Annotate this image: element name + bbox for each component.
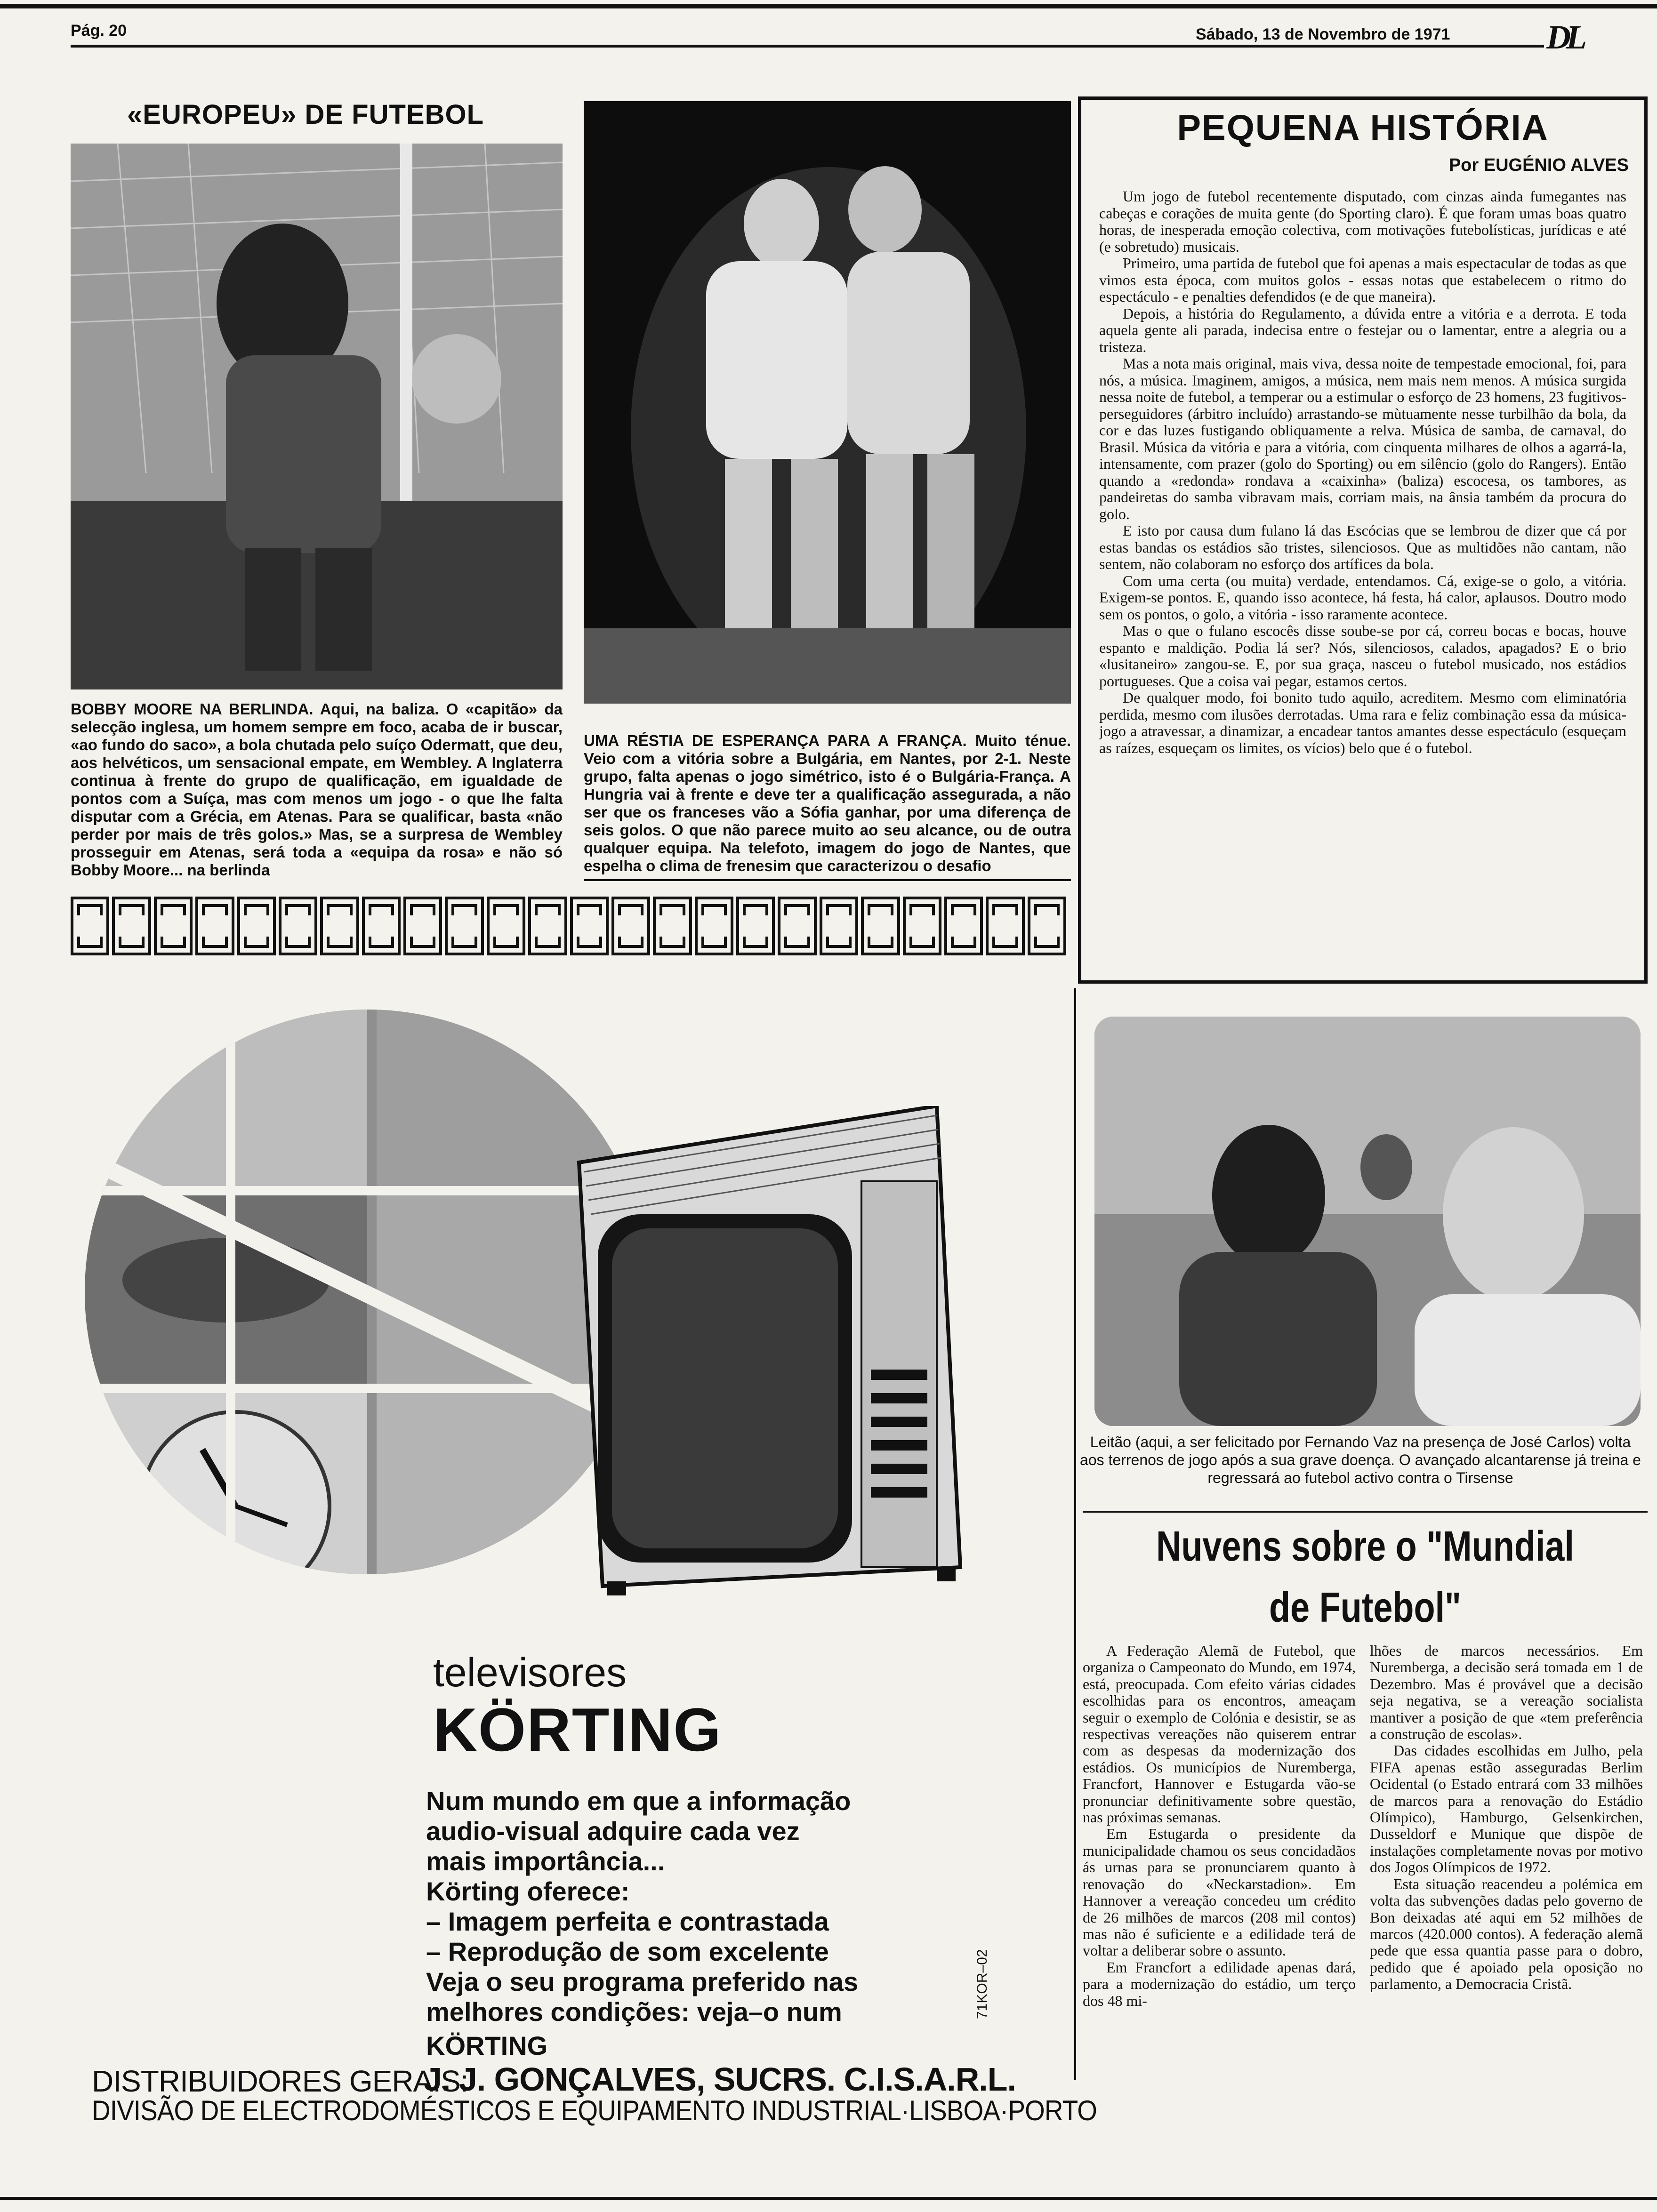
mundial-title-line2: de Futebol" — [1269, 1584, 1462, 1631]
historia-byline: Por EUGÉNIO ALVES — [1448, 155, 1629, 175]
europeu-bottom-rule — [584, 879, 1071, 881]
match-scene-illustration — [584, 101, 1071, 704]
ad-line: mais importância... — [426, 1846, 665, 1876]
mundial-col2 — [1370, 1643, 1643, 1993]
ad-line: KÖRTING — [426, 2031, 548, 2060]
mundial-paragraph: Em Francfort a edilidade apenas dará, para a modernização do estádio, um terço dos 48 mi- — [1083, 1958, 1356, 2009]
issue-date: Sábado, 13 de Novembro de 1971 — [1196, 25, 1450, 43]
historia-paragraph: Depois, a história do Regulamento, a dúvida entre a vitória e a derrota. E toda aquela gente ali parada, indecisa entre o festejar ou o lamentar, entre a alegria ou a tristeza. — [1099, 305, 1626, 355]
celebration-scene-illustration — [1094, 1017, 1641, 1426]
header-rule — [71, 45, 1544, 48]
mundial-title-line1: Nuvens sobre o "Mundial — [1156, 1523, 1574, 1570]
leitao-bottom-rule — [1083, 1511, 1648, 1513]
mundial-paragraph: Esta situação reacendeu a polémica em volta das subvenções dadas pelo governo de Bon deixadas até aqui em 52 milhões de marcos (420.000 contos). A federação alemã pede que essa quantia passe para o dobro, pedido que é apoiado pela oposição no parlamento, a Democracia Cristã. — [1370, 1875, 1643, 1993]
france-caption: UMA RÉSTIA DE ESPERANÇA PARA A FRANÇA. Muito ténue. Veio com a vitória sobre a Bulgária, em Nantes, por 2-1. Neste grupo, falta apenas o jogo simétrico, isto é o Bulgária-França. A Hungria vai à frente e deve ter a qualificação assegurada, a não ser que os franceses vão a Sófia ganhar, por uma diferença de seis golos. O que não parece muito ao seu alcance, ou de outra qualquer equipa. Na telefoto, imagem do jogo de Nantes, que espelha o clima de frenesim que caracterizou o desafio — [584, 732, 1071, 874]
tv-illustration — [551, 1106, 974, 1600]
historia-paragraph: Primeiro, uma partida de futebol que foi apenas a mais espectacular de todas as que vimos esta época, com muitos golos - essas notas que estabelecem o ritmo do espectáculo - e penalties defendidos (e de que maneira). — [1099, 255, 1626, 305]
historia-paragraph: Com uma certa (ou muita) verdade, entendamos. Cá, exige-se o golo, a vitória. Exigem-se pontos. E, quando isso acontece, há festa, há calor, aplausos. Doutro modo sem os pontos, o golo, a vitória - isso raramente acontece. — [1099, 572, 1626, 623]
top-rule — [0, 4, 1657, 8]
historia-body — [1099, 188, 1626, 756]
ad-brand: KÖRTING — [433, 1695, 722, 1764]
mundial-paragraph: Em Estugarda o presidente da municipalidade chamou os seus concidadãos ás urnas para se pronunciarem quanto à renovação do «Neckarstadion». Em Hannover a vereação concedeu um crédito de 26 milhões de marcos (208 mil contos) mas não é suficiente e a edilidade terá de voltar a deliberar sobre o assunto. — [1083, 1825, 1356, 1959]
historia-title: PEQUENA HISTÓRIA — [1177, 108, 1549, 148]
leitao-caption: Leitão (aqui, a ser felicitado por Fernando Vaz na presença de José Carlos) volta aos terrenos de jogo após a sua grave doença. O avançado alcantarense já treina e regressará ao futebol activo contra o Tirsense — [1080, 1434, 1641, 1486]
ad-small-title: televisores — [433, 1650, 627, 1695]
mundial-paragraph: A Federação Alemã de Futebol, que organiza o Campeonato do Mundo, em 1974, está, preocupada. Com efeito várias cidades escolhidas para os encontros, ameaçam seguir o exemplo de Colónia e desistir, se as respectivas vereações não quiserem entrar com as despesas da modernização dos estádios. Os municípios de Nuremberga, Francfort, Hannover e Estugarda vão-se pronunciar definitivamente sobre questão, nas próximas semanas. — [1083, 1642, 1356, 1826]
mundial-paragraph: lhões de marcos necessários. Em Nuremberga, a decisão será tomada em 1 de Dezembro. Mas é provável que a decisão seja negativa, se a vereação socialista mantiver a posição de que «tem preferência a construção de escolas». — [1370, 1642, 1643, 1743]
ad-line: audio-visual adquire cada vez — [426, 1816, 800, 1846]
bottom-rule — [0, 2197, 1657, 2200]
bobby-moore-photo — [71, 144, 563, 689]
europeu-title: «EUROPEU» DE FUTEBOL — [127, 99, 484, 130]
distributor-label: DISTRIBUIDORES GERAIS: — [92, 2064, 468, 2098]
historia-paragraph: De qualquer modo, foi bonito tudo aquilo, acreditem. Mesmo com eliminatória perdida, mesmo com ilusões derrotadas. Uma rara e feliz combinação essa da música-jogo a atravessar, a dinamizar, a encadear tantos amantes desse espectáculo (esqueçam as raízes, esqueçam os limites, os vícios) belo que é o futebol. — [1099, 689, 1626, 756]
historia-paragraph: Um jogo de futebol recentemente disputado, com cinzas ainda fumegantes nas cabeças e corações de muita gente (do Sporting claro). É que foram umas boas quatro horas, de inesperada emoção colectiva, com motivações futebolísticas, jurídicas e até (e sobretudo) musicais. — [1099, 188, 1626, 255]
ad-copy — [426, 1786, 991, 2061]
bobby-moore-caption: BOBBY MOORE NA BERLINDA. Aqui, na baliza. O «capitão» da selecção inglesa, um homem sempre em foco, acaba de ir buscar, «ao fundo do saco», a bola chutada pelo suíço Odermatt, que deu, aos helvéticos, um sensacional empate, em Wembley. A Inglaterra continua à frente do grupo de qualificação, em igualdade de pontos com a Suíça, mas com menos um jogo - o que lhe falta disputar com a Grécia, em Atenas. Para se qualificar, basta «não perder por mais de três golos.» Mas, se a surpresa de Wembley prosseguir em Atenas, será toda a «equipa da rosa» e não só Bobby Moore... na berlinda — [71, 700, 563, 879]
ad-line: melhores condições: veja–o num — [426, 1997, 842, 2027]
ad-code: 71KOR–02 — [974, 1949, 990, 2019]
television-set — [551, 1106, 974, 1600]
ad-line: – Imagem perfeita e contrastada — [426, 1907, 829, 1936]
ad-line: Veja o seu programa preferido nas — [426, 1967, 859, 1996]
distributor-name: J. J. GONÇALVES, SUCRS. C.I.S.A.R.L. — [424, 2061, 1016, 2098]
goal-scene-illustration — [71, 144, 563, 689]
ad-line: Körting oferece: — [426, 1876, 630, 1906]
ad-line: – Reprodução de som excelente — [426, 1937, 829, 1966]
historia-paragraph: Mas a nota mais original, mais viva, dessa noite de tempestade emocional, foi, para nós, a música. Imaginem, amigos, a música, nem mais nem menos. A música surgida nessa noite de futebol, a temperar ou a estimular o esforço de 23 homens, 23 fugitivos-perseguidores (árbitro incluído) arrastando-se mùtuamente nesse turbilhão da bola, da cor e das luzes fustigando obliquamente a relva. Música de samba, de carnaval, do Brasil. Música da vitória e para a vitória, com cinquenta milhares de olhos a agarrá-la, intensamente, com prazer (golo do Sporting) ou em silêncio (golo do Rangers). Então quando a «redonda» rondava a «caixinha» (baliza) escocesa, os tambores, as pandeiretas do samba vibravam mais, corriam mais, na ânsia também da procura do golo. — [1099, 355, 1626, 522]
france-bulgaria-photo — [584, 101, 1071, 704]
page-number: Pág. 20 — [71, 22, 127, 40]
mundial-col1 — [1083, 1643, 1356, 2009]
greek-key-border — [71, 897, 1066, 955]
mundial-paragraph: Das cidades escolhidas em Julho, pela FIFA apenas estão asseguradas Berlim Ocidental (o Estado entrará com 33 milhões de marcos para a renovação do Estádio Olímpico), Hamburgo, Gelsenkirchen, Dusseldorf e Munique que dispõe de instalações completamente novas por motivo dos Jogos Olímpicos de 1972. — [1370, 1742, 1643, 1876]
newspaper-logo: DL — [1546, 18, 1582, 56]
historia-paragraph: Mas o que o fulano escocês disse soube-se por cá, correu bocas e bocas, houve espanto e maldição. Podia lá ser? Nós, silenciosos, calados, apagados? E o brio «lusitaneiro» zangou-se. E, por sua graça, nasceu o futebol musicado, nos estádios portugueses. Que a coisa vai pegar, estamos certos. — [1099, 622, 1626, 689]
ad-line: Num mundo em que a informação — [426, 1786, 851, 1816]
division-line: DIVISÃO DE ELECTRODOMÉSTICOS E EQUIPAMENTO INDUSTRIAL·LISBOA·PORTO — [92, 2095, 1097, 2126]
leitao-photo — [1094, 1017, 1641, 1426]
right-column-separator — [1074, 988, 1076, 2080]
historia-paragraph: E isto por causa dum fulano lá das Escócias que se lembrou de dizer que cá por estas bandas os estádios são tristes, silenciosos. Que as multidões não cantam, não sentem, não colaboram no esforço dos artífices da bola. — [1099, 522, 1626, 572]
